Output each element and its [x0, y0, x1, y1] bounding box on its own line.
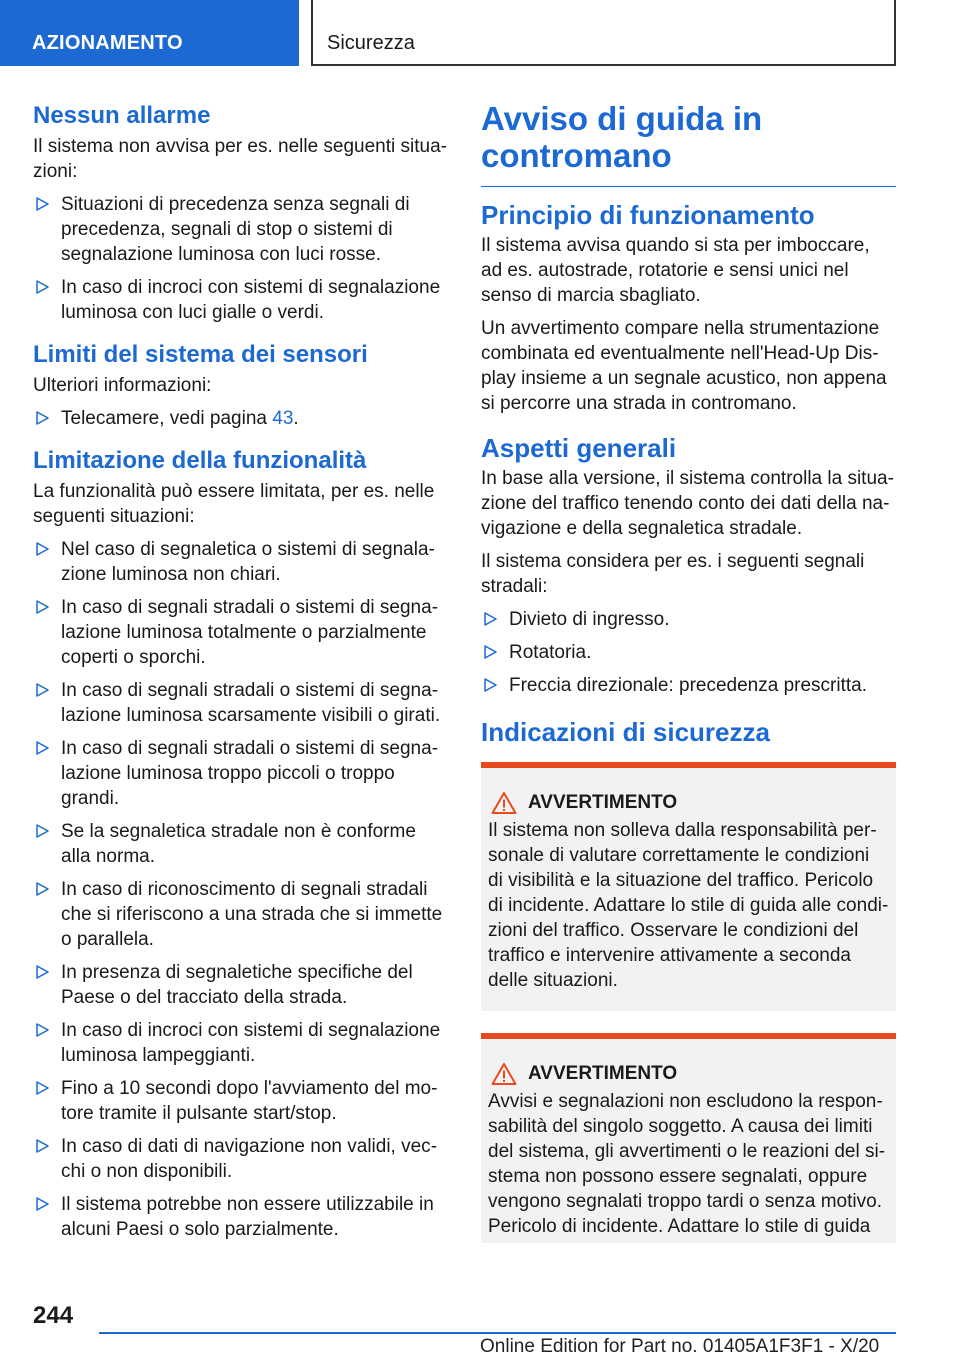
paragraph: Ulteriori informazioni:: [33, 375, 212, 396]
list-item: [33, 736, 448, 811]
list-item-text: Telecamere, vedi pagina: [61, 408, 273, 429]
triangle-right-icon: [35, 1023, 49, 1037]
warning-header: [488, 1061, 889, 1087]
list-item: [33, 960, 448, 1010]
section-heading-limitazione: Limitazione della funzionalità: [33, 447, 367, 474]
list-item-text: Fino a 10 secondi dopo l'avviamento del motore tramite il pulsante start/stop.: [61, 1078, 438, 1124]
section-heading-sicurezza: Indicazioni di sicurezza: [481, 717, 770, 747]
left-column: [33, 100, 448, 1250]
bullet-list: [33, 537, 448, 1242]
list-item-text: In caso di incroci con sistemi di segnalazione luminosa con luci gialle o verdi.: [61, 277, 441, 323]
warning-header: [488, 790, 889, 816]
page-link[interactable]: 43: [272, 408, 294, 429]
right-column: [481, 100, 896, 1243]
paragraph: Il sistema considera per es. i seguenti segnali stradali:: [481, 551, 865, 597]
list-item-text: In caso di incroci con sistemi di segnalazione luminosa lampeggianti.: [61, 1020, 441, 1066]
bullet-list: [33, 192, 448, 325]
warning-label: AVVERTIMENTO: [528, 1063, 678, 1084]
list-item: [33, 1134, 448, 1184]
page-header: [0, 0, 960, 66]
list-item: [481, 673, 896, 698]
page-number: 244: [33, 1302, 74, 1329]
paragraph: Un avvertimento compare nella strumentazione combinata ed eventualmente nell'Head-Up Display insieme a un segnale acustico, non appena si percorre una strada in contromano.: [481, 318, 887, 414]
triangle-right-icon: [35, 280, 49, 294]
heading-rule: [481, 186, 896, 187]
list-item: [33, 192, 448, 267]
list-item: [33, 537, 448, 587]
list-item: [481, 640, 896, 665]
list-item-text: In presenza di segnaletiche specifiche del Paese o del tracciato della strada.: [61, 962, 413, 1008]
warning-box: [481, 1033, 896, 1243]
chapter-title: Sicurezza: [311, 0, 896, 66]
triangle-right-icon: [35, 824, 49, 838]
list-item-text: In caso di segnali stradali o sistemi di segnalazione luminosa totalmente o parzialmente coperti o sporchi.: [61, 597, 439, 668]
triangle-right-icon: [483, 612, 497, 626]
bullet-list: [33, 406, 448, 431]
list-item-text: In caso di segnali stradali o sistemi di segnalazione luminosa troppo piccoli o troppo grandi.: [61, 738, 439, 809]
warning-text: Il sistema non solleva dalla responsabilità personale di valutare correttamente le condizioni di visibilità e la situazione del traffico. Pericolo di incidente. Adattare lo stile di guida alle condizioni del traffico. Osservare le condizioni del traffico e intervenire attivamente a seconda delle situazioni.: [488, 820, 889, 991]
triangle-right-icon: [35, 965, 49, 979]
paragraph: In base alla versione, il sistema controlla la situazione del traffico tenendo conto dei dati della navigazione e della segnaletica stradale.: [481, 468, 894, 539]
warning-triangle-icon: [491, 791, 517, 815]
section-heading-limiti-sensori: Limiti del sistema dei sensori: [33, 341, 368, 368]
list-item: [33, 406, 448, 431]
paragraph: La funzionalità può essere limitata, per es. nelle seguenti situazioni:: [33, 481, 435, 527]
triangle-right-icon: [35, 882, 49, 896]
triangle-right-icon: [35, 741, 49, 755]
list-item-text: Freccia direzionale: precedenza prescritta.: [509, 675, 868, 696]
triangle-right-icon: [35, 411, 49, 425]
edition-text: Online Edition for Part no. 01405A1F3F1 - X/20: [480, 1336, 880, 1357]
list-item-text: Situazioni di precedenza senza segnali di precedenza, segnali di stop o sistemi di segnalazione luminosa con luci rosse.: [61, 194, 410, 265]
section-heading-nessun-allarme: Nessun allarme: [33, 102, 211, 129]
footer-rule: [99, 1332, 896, 1334]
list-item-text: Divieto di ingresso.: [509, 609, 670, 630]
triangle-right-icon: [35, 197, 49, 211]
triangle-right-icon: [35, 1197, 49, 1211]
warning-label: AVVERTIMENTO: [528, 792, 678, 813]
triangle-right-icon: [35, 542, 49, 556]
paragraph: Il sistema avvisa quando si sta per imboccare, ad es. autostrade, rotatorie e sensi unici nel senso di marcia sbagliato.: [481, 235, 870, 306]
list-item: [33, 275, 448, 325]
list-item: [33, 1018, 448, 1068]
list-item-text: In caso di riconoscimento di segnali stradali che si riferiscono a una strada che si immette o parallela.: [61, 879, 443, 950]
list-item-text: Il sistema potrebbe non essere utilizzabile in alcuni Paesi o solo parzialmente.: [61, 1194, 434, 1240]
list-item-text: In caso di segnali stradali o sistemi di segnalazione luminosa scarsamente visibili o girati.: [61, 680, 441, 726]
list-item: [33, 1076, 448, 1126]
section-heading-principio: Principio di funzionamento: [481, 200, 815, 230]
triangle-right-icon: [35, 1081, 49, 1095]
list-item-text: Nel caso di segnaletica o sistemi di segnalazione luminosa non chiari.: [61, 539, 435, 585]
warning-triangle-icon: [491, 1062, 517, 1086]
list-item: [33, 819, 448, 869]
triangle-right-icon: [483, 645, 497, 659]
warning-text: Avvisi e segnalazioni non escludono la responsabilità del singolo soggetto. A causa dei limiti del sistema, gli avvertimenti o le reazioni del sistema non possono essere segnalati, oppure vengono segnalati troppo tardi o senza motivo. Pericolo di incidente. Adattare lo stile di guida: [488, 1091, 886, 1237]
list-item: [33, 595, 448, 670]
triangle-right-icon: [483, 678, 497, 692]
chapter-heading: Avviso di guida in contromano: [481, 100, 763, 174]
list-item-text: Se la segnaletica stradale non è conforme alla norma.: [61, 821, 416, 867]
list-item: [33, 877, 448, 952]
bullet-list: [481, 607, 896, 698]
warning-box: [481, 762, 896, 1011]
triangle-right-icon: [35, 1139, 49, 1153]
section-tab: AZIONAMENTO: [0, 0, 299, 66]
list-item: [33, 1192, 448, 1242]
paragraph: Il sistema non avvisa per es. nelle seguenti situazioni:: [33, 136, 447, 182]
list-item: [481, 607, 896, 632]
list-item-text: In caso di dati di navigazione non validi, vecchi o non disponibili.: [61, 1136, 438, 1182]
triangle-right-icon: [35, 600, 49, 614]
list-item-text: Rotatoria.: [509, 642, 592, 663]
section-heading-aspetti: Aspetti generali: [481, 433, 677, 463]
list-item-end: .: [293, 408, 299, 429]
list-item: [33, 678, 448, 728]
triangle-right-icon: [35, 683, 49, 697]
